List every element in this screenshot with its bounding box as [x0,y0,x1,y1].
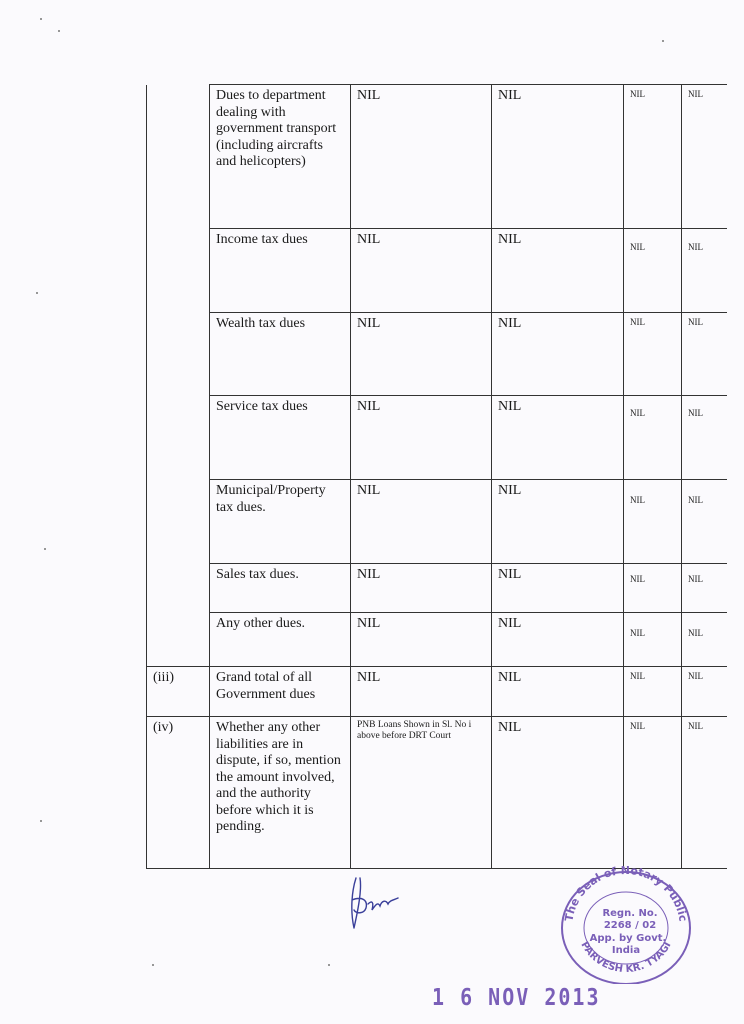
value-cell: NIL [624,313,682,396]
value-cell: NIL [682,313,727,396]
item-cell: Wealth tax dues [210,313,351,396]
table-row [147,667,727,717]
value-cell: NIL [682,396,727,480]
value-cell: NIL [492,85,624,229]
item-cell: Grand total of all Government dues [210,667,351,717]
scan-speck [40,820,42,822]
value-cell: NIL [492,313,624,396]
value-cell: NIL [492,717,624,869]
value-cell: NIL [351,613,492,667]
value-cell: NIL [682,480,727,564]
item-cell: Sales tax dues. [210,564,351,613]
table-row [147,85,727,229]
table-row [147,229,727,313]
item-cell: Service tax dues [210,396,351,480]
value-cell: NIL [682,667,727,717]
scan-speck [328,964,330,966]
value-cell: NIL [624,613,682,667]
item-cell: Municipal/Property tax dues. [210,480,351,564]
seal-outer-text: The Seal of Notary Public [562,866,690,923]
value-cell: NIL [492,667,624,717]
value-cell: NIL [682,717,727,869]
value-cell: NIL [351,313,492,396]
seal-regn-label: Regn. No. [602,908,658,919]
table-row [147,396,727,480]
value-cell: NIL [624,85,682,229]
value-cell: NIL [682,613,727,667]
value-cell: NIL [624,480,682,564]
scan-speck [44,548,46,550]
seal-approval: App. by Govt. [589,933,667,944]
scan-speck [58,30,60,32]
value-cell: PNB Loans Shown in Sl. No i above before DRT Court [351,717,492,869]
seal-country: India [611,945,641,956]
value-cell: NIL [492,396,624,480]
value-cell: NIL [351,564,492,613]
table-row [147,613,727,667]
value-cell: NIL [351,229,492,313]
scan-speck [662,40,664,42]
value-cell: NIL [351,85,492,229]
value-cell: NIL [492,229,624,313]
value-cell: NIL [351,480,492,564]
table-row [147,480,727,564]
value-cell: NIL [624,667,682,717]
signature-mark [342,870,406,934]
table-row [147,313,727,396]
item-cell: Any other dues. [210,613,351,667]
value-cell: NIL [351,667,492,717]
value-cell: NIL [492,564,624,613]
value-cell: NIL [624,229,682,313]
value-cell: NIL [624,717,682,869]
dues-table [146,84,727,869]
row-number-cell: (iv) [147,717,210,869]
table-row [147,717,727,869]
date-stamp: 1 6 NOV 2013 [432,983,601,1011]
value-cell: NIL [492,613,624,667]
value-cell: NIL [492,480,624,564]
row-number-cell: (iii) [147,667,210,717]
value-cell: NIL [682,85,727,229]
value-cell: NIL [682,229,727,313]
value-cell: NIL [351,396,492,480]
seal-regn-number: 2268 / 02 [603,920,657,931]
value-cell: NIL [624,564,682,613]
notary-seal [556,866,696,984]
scan-speck [152,964,154,966]
item-cell: Whether any other liabilities are in dispute, if so, mention the amount involved, and the authority before which it is pending. [210,717,351,869]
item-cell: Dues to department dealing with government transport (including aircrafts and helicopters) [210,85,351,229]
scan-speck [40,18,42,20]
scan-speck [36,292,38,294]
value-cell: NIL [682,564,727,613]
value-cell: NIL [624,396,682,480]
item-cell: Income tax dues [210,229,351,313]
seal-bottom-text: PARVESH KR. TYAGI [578,940,674,976]
table-row [147,564,727,613]
row-number-cell [147,85,210,667]
